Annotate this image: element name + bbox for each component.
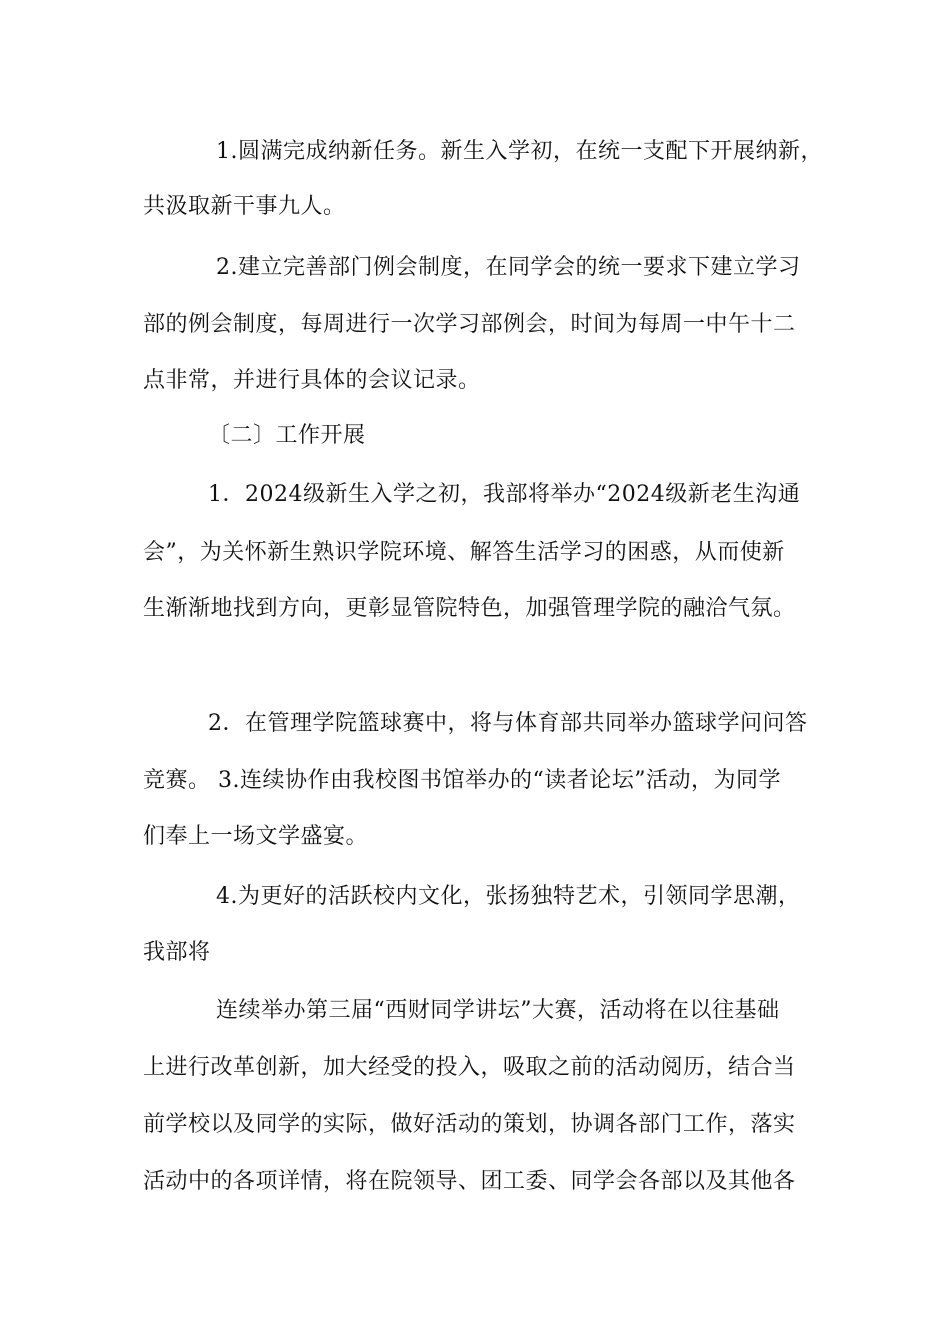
paragraph-1-line-1: 1.圆满完成纳新任务。新生入学初，在统一支配下开展纳新，	[216, 139, 823, 164]
paragraph-4-line-2: 竞赛。 3.连续协作由我校图书馆举办的“读者论坛”活动，为同学	[143, 768, 781, 793]
paragraph-6-line-4: 活动中的各项详情，将在院领导、团工委、同学会各部以及其他各	[143, 1169, 796, 1194]
paragraph-5-line-2: 我部将	[143, 940, 211, 965]
paragraph-3-line-3: 生渐渐地找到方向，更彰显管院特色，加强管理学院的融洽气氛。	[143, 596, 796, 621]
paragraph-5-line-1: 4.为更好的活跃校内文化，张扬独特艺术，引领同学思潮，	[216, 884, 801, 909]
section-heading: 〔二〕工作开展	[208, 423, 366, 448]
paragraph-4-line-3: 们奉上一场文学盛宴。	[143, 824, 369, 849]
paragraph-1-line-2: 共汲取新干事九人。	[143, 194, 346, 219]
paragraph-3-line-1: 1．2024级新生入学之初，我部将举办“2024级新老生沟通	[208, 482, 801, 507]
paragraph-6-line-1: 连续举办第三届“西财同学讲坛”大赛，活动将在以往基础	[216, 998, 780, 1023]
paragraph-2-line-1: 2.建立完善部门例会制度，在同学会的统一要求下建立学习	[216, 255, 801, 280]
paragraph-2-line-2: 部的例会制度，每周进行一次学习部例会，时间为每周一中午十二	[143, 312, 796, 337]
paragraph-6-line-3: 前学校以及同学的实际，做好活动的策划，协调各部门工作，落实	[143, 1112, 796, 1137]
paragraph-2-line-3: 点非常，并进行具体的会议记录。	[143, 368, 481, 393]
paragraph-4-line-1: 2．在管理学院篮球赛中，将与体育部共同举办篮球学问问答	[208, 711, 808, 736]
paragraph-6-line-2: 上进行改革创新，加大经受的投入，吸取之前的活动阅历，结合当	[143, 1055, 796, 1080]
paragraph-3-line-2: 会”，为关怀新生熟识学院环境、解答生活学习的困惑，从而使新	[143, 540, 785, 565]
